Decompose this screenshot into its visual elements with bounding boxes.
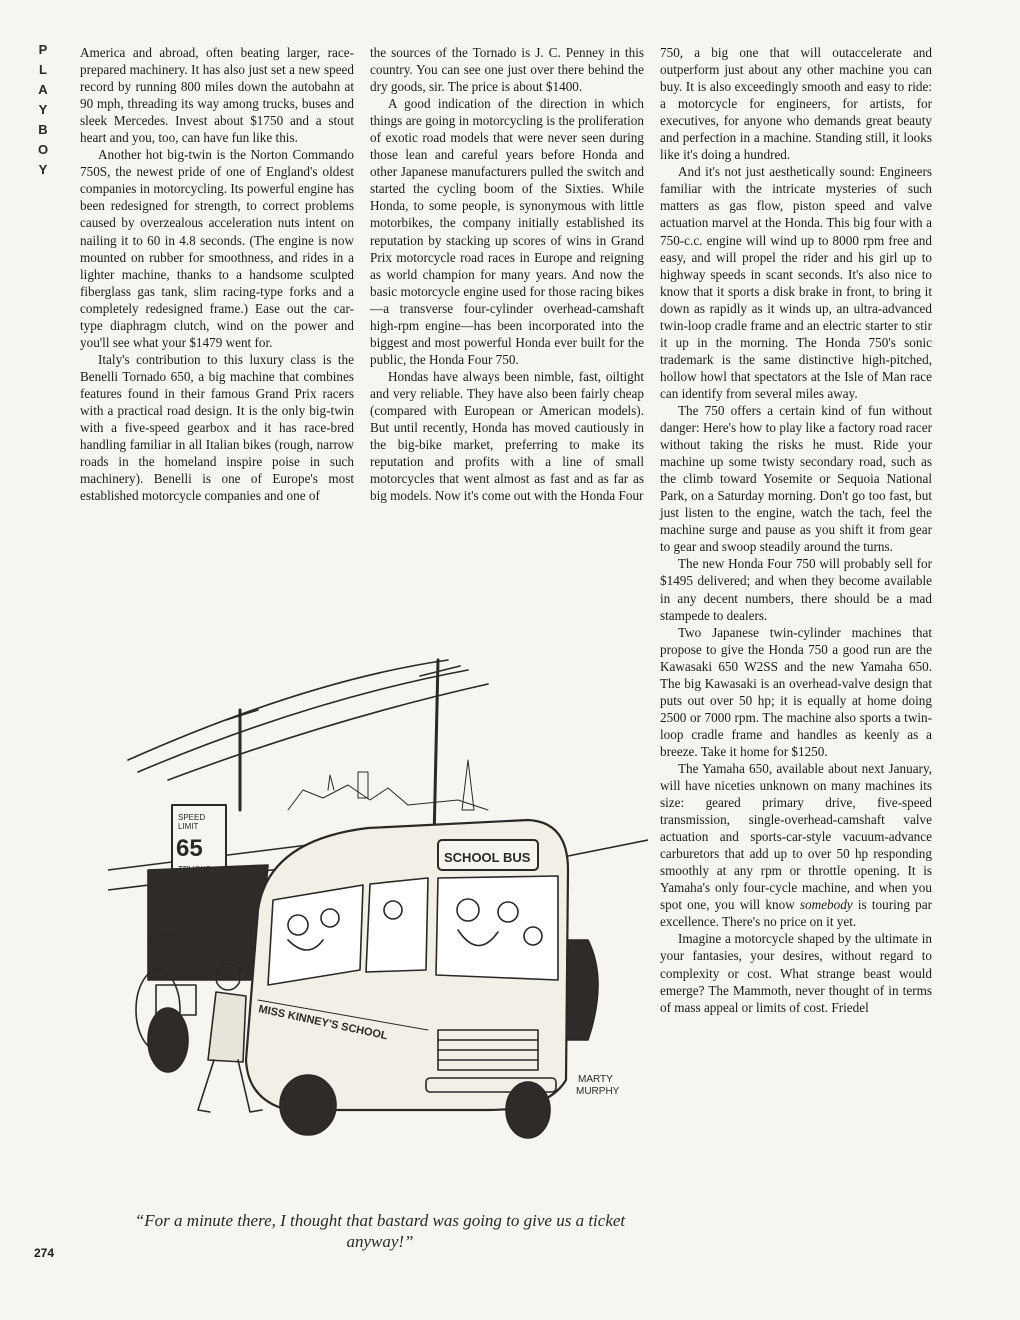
paragraph: Another hot big-twin is the Norton Commando 750S, the newest pride of one of England's oldest companies in motorcycling. Its powerful engine has been redesigned for strength, to correct problems caused by overzealous acceleration nuts intent on nailing it to 60 in 4.8 seconds. (The engine is now mounted on rubber for smoothness, and rides in a lighter machine, thanks to a handsome sculpted fiberglass gas tank, slim racing-type forks and a completely redesigned frame.) Ease out the car-type diaphragm clutch, wind on the power and you'll see what your $1479 went for. — [80, 147, 354, 350]
bus-side-text: MISS KINNEY'S SCHOOL — [257, 1003, 389, 1043]
side-letter: Y — [38, 102, 48, 117]
paragraph: America and abroad, often beating larger, race-prepared machinery. It has also just set a new speed record by running 800 miles down the autobahn at 90 mph, threading its way among trucks, buses and sleek Mercedes. Invest about $1750 and a stout heart and you, too, can have fun like this. — [80, 45, 354, 146]
paragraph: the sources of the Tornado is J. C. Penney in this country. You can see one just over there behind the dry goods, sir. The price is about $1400. — [370, 45, 644, 95]
cartoon-illustration — [108, 640, 648, 1180]
paragraph: Hondas have always been nimble, fast, oiltight and very reliable. They have also been fairly cheap (compared with European or American models). But until recently, Honda has moved cautiously in the big-bike market, preferring to make its reputation and profits with a line of small motorcycles that went almost as fast and as far as big models. Now it's come out with the Honda Four — [370, 368, 644, 504]
paragraph: A good indication of the direction in which things are going in motorcycling is the proliferation of exotic road models that were never seen during those lean and careful years before Honda and other Japanese manufacturers pulled the switch and started the cycling boom of the Sixties. While Honda, to some people, is synonymous with little motorbikes, the company initially established its reputation by stacking up scores of wins in Grand Prix motorcycle road races in Europe and reigning as world champion for many years. And now the basic motorcycle engine used for those racing bikes —a transverse four-cylinder overhead-camshaft high-rpm engine—has been incorporated into the biggest and most powerful Honda ever built for the public, the Honda Four 750. — [370, 96, 644, 367]
cartoon-caption: “For a minute there, I thought that bastard was going to give us a ticket anyway!” — [134, 1211, 626, 1251]
paragraph-part: is touring par excellence. There's no price on it yet. — [660, 897, 932, 930]
artist-signature-last: MURPHY — [576, 1086, 620, 1097]
artist-signature-first: MARTY — [578, 1074, 613, 1085]
magazine-side-label — [36, 40, 50, 180]
side-letter: O — [37, 142, 49, 157]
paragraph: Imagine a motorcycle shaped by the ultimate in your fantasies, your desires, without regard to complexity or cost. What strange beast would emerge? The Mammoth, never thought of in terms of mass appeal or limits of cost. Friedel — [660, 931, 932, 1015]
article-column-3 — [660, 44, 932, 1016]
bus-destination-sign: SCHOOL BUS — [444, 850, 531, 865]
article-column-2 — [370, 44, 644, 504]
side-letter: L — [39, 62, 47, 77]
side-letter: P — [38, 42, 48, 57]
paragraph: Italy's contribution to this luxury class is the Benelli Tornado 650, a big machine that combines features found in their famous Grand Prix racers with a practical road design. It is the only big-twin with a five-speed gearbox and it has race-bred handling familiar in all Italian bikes (rough, narrow roads in the homeland inspire poise in such machinery). Benelli is one of Europe's most established motorcycle companies and one of — [80, 351, 354, 504]
sign-speed-limit-value: 65 — [176, 835, 203, 862]
article-column-1 — [80, 44, 354, 504]
sign-text-speed: SPEED — [178, 813, 206, 822]
paragraph — [660, 760, 932, 930]
emphasis-word: somebody — [799, 897, 853, 913]
distant-town — [288, 760, 488, 810]
school-bus — [246, 820, 568, 1138]
sign-text-limit: LIMIT — [178, 822, 199, 831]
paragraph: And it's not just aesthetically sound: Engineers familiar with the intricate mysteries of such matters as gas flow, piston speed and valve actuation marvel at the Honda. This big four with a 750-c.c. engine will wind up to 8000 rpm free and easy, and will propel the rider and his girl up to highway speeds in scant seconds. It's also nice to know that it sports a disk brake in front, to bring it down as rapidly as it winds up, an ultra-advanced twin-loop cradle frame and an electric starter to stir it up in the morning. The Honda 750's sonic trademark is the same distinctive high-pitched, hollow howl that spectators at the Isle of Man race can identify from several miles away. — [660, 164, 932, 401]
page-number: 274 — [34, 1246, 55, 1260]
paragraph: The new Honda Four 750 will probably sell for $1495 delivered; and when they become available in any decent numbers, there should be a mad stampede to dealers. — [660, 556, 932, 623]
side-letter: A — [38, 82, 48, 97]
paragraph: Two Japanese twin-cylinder machines that propose to give the Honda 750 a good run are the Kawasaki 650 W2SS and the new Yamaha 650. The big Kawasaki is an overhead-valve design that puts out over 50 hp; it is equally at home doing 2500 or 7000 rpm. The machine also sports a twin-loop cradle frame and handles as keenly as a breeze. Take it home for $1250. — [660, 624, 932, 759]
paragraph: The 750 offers a certain kind of fun without danger: Here's how to play like a factory road racer without taking the risks he must. Ride your machine up some twisty secondary road, such as the climb toward Yosemite or Sequoia National Park, on a Saturday morning. Don't go too fast, but just listen to the engine, watch the tach, feel the machine surge and pause as you shift it from gear to gear and swoop steadily around the turns. — [660, 402, 932, 555]
side-letter: Y — [38, 162, 48, 177]
paragraph-part: The Yamaha 650, available about next January, will have niceties unknown on many machines its size: geared primary drive, five-speed transmission, single-overhead-camshaft valve actuation and sports-car-style vacuum-advance carburetors that add up to over 50 hp responding smoothly at any rpm or throttle opening. It is Yamaha's only four-cycle machine, and when you spot one, you will know — [660, 760, 932, 913]
paragraph: 750, a big one that will outaccelerate and outperform just about any other machine you can buy. It is also exceedingly smooth and easy to ride: a motorcycle for engineers, for artists, for executives, for anyone who demands great beauty and perfection in a machine. Standing still, it looks like it's doing a hundred. — [660, 45, 932, 163]
side-letter: B — [38, 122, 48, 137]
